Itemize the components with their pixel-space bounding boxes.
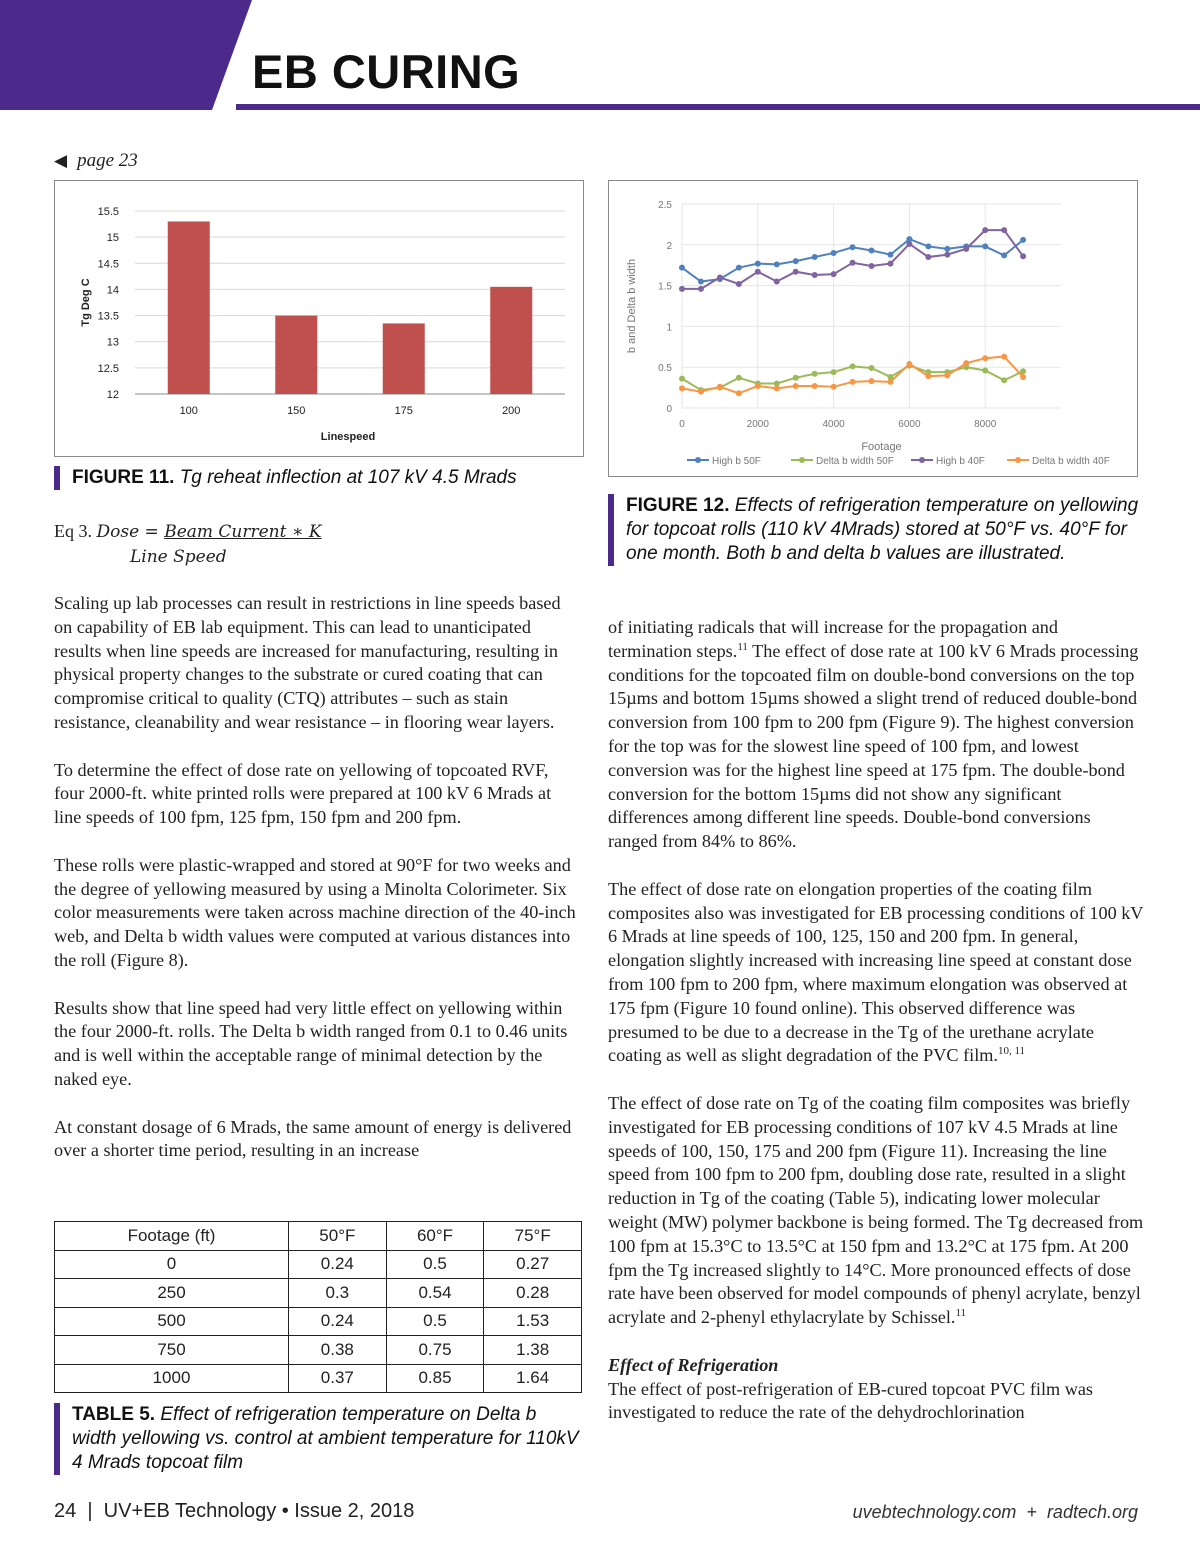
data-point bbox=[679, 286, 685, 292]
data-point bbox=[679, 265, 685, 271]
header-purple-block bbox=[0, 0, 252, 110]
data-point bbox=[793, 258, 799, 264]
figure12-caption-num: FIGURE 12. bbox=[626, 495, 730, 516]
data-point bbox=[698, 286, 704, 292]
right-column-text bbox=[608, 616, 1144, 1425]
y-tick-label: 14 bbox=[106, 284, 119, 297]
data-point bbox=[774, 261, 780, 267]
y-tick-label: 15.5 bbox=[97, 206, 119, 218]
y-tick-label: 13 bbox=[106, 336, 119, 349]
left-paragraph: These rolls were plastic-wrapped and stored at 90°F for two weeks and the degree of yellowing measured by using a Minolta Colorimeter. Six color measurements were taken across machine direction of the 40-inch web, and Delta b width values were computed at various distances into the roll (Figure 8). bbox=[54, 854, 576, 970]
data-point bbox=[1020, 237, 1026, 243]
page-ref-label: page 23 bbox=[77, 150, 138, 171]
footer-links[interactable]: uvebtechnology.com + radtech.org bbox=[852, 1502, 1138, 1522]
figure11-frame bbox=[54, 180, 584, 457]
figure11-chart bbox=[55, 181, 583, 456]
data-point bbox=[793, 269, 799, 275]
table-cell: 0.3 bbox=[289, 1279, 387, 1308]
data-point bbox=[755, 383, 761, 389]
y-tick-label: 0.5 bbox=[658, 363, 672, 375]
table-header-cell: 60°F bbox=[386, 1222, 484, 1251]
y-tick-label: 14.5 bbox=[97, 258, 119, 271]
table-row bbox=[55, 1307, 582, 1336]
table-header-cell: Footage (ft) bbox=[55, 1222, 289, 1251]
table-cell: 0.24 bbox=[289, 1250, 387, 1279]
data-point bbox=[812, 383, 818, 389]
left-paragraph: Results show that line speed had very little effect on yellowing within the four 2000-ft. rolls. The Delta b width ranged from 0.1 to 0.46 units and is well within the acceptable range of minimal detection by the naked eye. bbox=[54, 997, 568, 1089]
table-row bbox=[55, 1336, 582, 1365]
equation-lhs: Dose = bbox=[96, 522, 165, 542]
data-point bbox=[717, 384, 723, 390]
left-paragraph: At constant dosage of 6 Mrads, the same amount of energy is delivered over a shorter time period, resulting in an increase bbox=[54, 1116, 572, 1161]
data-point bbox=[793, 383, 799, 389]
table-row bbox=[55, 1279, 582, 1308]
data-point bbox=[1001, 377, 1007, 383]
data-point bbox=[850, 244, 856, 250]
data-point bbox=[925, 243, 931, 249]
legend-entry: Delta b width 40F bbox=[1032, 456, 1110, 467]
data-point bbox=[679, 376, 685, 382]
x-tick-label: 8000 bbox=[974, 419, 997, 430]
series-line bbox=[682, 230, 1023, 289]
figure11-caption-num: FIGURE 11. bbox=[72, 467, 175, 488]
y-tick-label: 12 bbox=[106, 389, 119, 401]
x-tick-label: 175 bbox=[394, 405, 413, 417]
right-text-span: The effect of dose rate at 100 kV 6 Mrads processing conditions for the topcoated film on double-bond conversions on the top 15µms and bottom 15µms showed a slight trend of reduced double-bond conversion from 100 fpm to 200 fpm (Figure 9). The highest conversion for the top was for the slowest line speed of 100 fpm, and lowest conversion was for the highest line speed at 175 fpm. The double-bond conversion for the bottom 15µms did not show any significant differences among different line speeds. Double-bond conversions ranged from 84% to 86%. bbox=[608, 640, 1139, 852]
y-tick-label: 1 bbox=[666, 322, 672, 334]
x-tick-label: 6000 bbox=[898, 419, 921, 430]
right-text-span: of initiating radicals that will increase for the propagation and termination steps. bbox=[608, 617, 1058, 661]
table-cell: 0.27 bbox=[484, 1250, 582, 1279]
table-cell: 0.75 bbox=[386, 1336, 484, 1365]
data-point bbox=[1020, 374, 1026, 380]
bar bbox=[168, 221, 210, 394]
data-point bbox=[869, 378, 875, 384]
equation-denominator: Line Speed bbox=[130, 547, 227, 567]
y-tick-label: 13.5 bbox=[97, 310, 119, 323]
table-row bbox=[55, 1250, 582, 1279]
data-point bbox=[1001, 354, 1007, 360]
left-paragraph: Scaling up lab processes can result in restrictions in line speeds based on capability of EB lab equipment. This can lead to unanticipated results when line speeds are increased for manufacturing, resulting in physical property changes to the substrate or cured coating that can compromise critical to quality (CTQ) attributes – such as stain resistance, cleanability and wear resistance – in flooring wear layers. bbox=[54, 593, 561, 732]
data-point bbox=[1001, 252, 1007, 258]
right-paragraph bbox=[608, 616, 1144, 854]
x-tick-label: 200 bbox=[502, 405, 521, 417]
table-cell: 1.38 bbox=[484, 1336, 582, 1365]
legend-marker bbox=[1015, 457, 1021, 463]
data-point bbox=[717, 274, 723, 280]
table-cell: 1.64 bbox=[484, 1364, 582, 1393]
data-point bbox=[736, 375, 742, 381]
data-point bbox=[869, 248, 875, 254]
data-point bbox=[1001, 227, 1007, 233]
y-tick-label: 1.5 bbox=[658, 281, 672, 293]
equation-numerator: Beam Current ∗ K bbox=[164, 522, 322, 542]
x-tick-label: 100 bbox=[179, 405, 198, 417]
data-point bbox=[793, 375, 799, 381]
data-point bbox=[698, 279, 704, 285]
data-point bbox=[774, 279, 780, 285]
data-point bbox=[944, 246, 950, 252]
data-point bbox=[925, 254, 931, 260]
table-cell: 0.5 bbox=[386, 1250, 484, 1279]
data-point bbox=[850, 379, 856, 385]
legend-entry: High b 50F bbox=[712, 456, 761, 467]
data-point bbox=[812, 254, 818, 260]
data-point bbox=[736, 281, 742, 287]
data-point bbox=[755, 269, 761, 275]
data-point bbox=[982, 243, 988, 249]
table-header-cell: 75°F bbox=[484, 1222, 582, 1251]
bar bbox=[490, 287, 532, 394]
y-tick-label: 15 bbox=[106, 232, 119, 245]
legend-marker bbox=[695, 457, 701, 463]
right-paragraph bbox=[608, 878, 1144, 1068]
table-cell: 0.5 bbox=[386, 1307, 484, 1336]
data-point bbox=[906, 241, 912, 247]
data-point bbox=[906, 361, 912, 367]
table5-caption-text: Effect of refrigeration temperature on Delta b width yellowing vs. control at ambient temperature for 110kV 4 Mrads topcoat film bbox=[72, 1404, 579, 1473]
right-text-span: The effect of dose rate on elongation properties of the coating film composites also was investigated for EB processing conditions of 100 kV 6 Mrads at line speeds of 100, 125, 150 and 200 fpm. In general, elongation slightly increased with increasing line speed at constant dose from 100 fpm to 200 fpm, where maximum elongation was observed at 175 fpm (Figure 10 found online). This observed difference was presumed to be due to a decrease in the Tg of the urethane acrylate coating as well as slight degradation of the PVC film. bbox=[608, 878, 1144, 1066]
data-point bbox=[831, 250, 837, 256]
right-paragraph: The effect of post-refrigeration of EB-cured topcoat PVC film was investigated to reduce the rate of the dehydrochlorination bbox=[608, 1378, 1094, 1423]
header-band bbox=[0, 0, 1200, 112]
left-paragraph: To determine the effect of dose rate on yellowing of topcoated RVF, four 2000-ft. white printed rolls were prepared at 100 kV 6 Mrads at line speeds of 100 fpm, 125 fpm, 150 fpm and 200 fpm. bbox=[54, 759, 552, 828]
table-cell: 0 bbox=[55, 1250, 289, 1279]
page-title: EB CURING bbox=[252, 45, 521, 98]
legend-marker bbox=[919, 457, 925, 463]
x-tick-label: 2000 bbox=[746, 419, 769, 430]
data-point bbox=[755, 261, 761, 267]
data-point bbox=[679, 385, 685, 391]
data-point bbox=[869, 365, 875, 371]
data-point bbox=[774, 385, 780, 391]
y-tick-label: 12.5 bbox=[97, 362, 119, 375]
y-tick-label: 2 bbox=[666, 240, 672, 252]
data-point bbox=[869, 263, 875, 269]
data-point bbox=[944, 372, 950, 378]
data-point bbox=[698, 389, 704, 395]
table-cell: 500 bbox=[55, 1307, 289, 1336]
data-point bbox=[982, 355, 988, 361]
data-point bbox=[887, 261, 893, 267]
figure11-caption-text: Tg reheat inflection at 107 kV 4.5 Mrads bbox=[179, 467, 517, 488]
table-cell: 0.85 bbox=[386, 1364, 484, 1393]
x-tick-label: 150 bbox=[287, 405, 306, 417]
data-point bbox=[831, 271, 837, 277]
table-cell: 0.24 bbox=[289, 1307, 387, 1336]
table-cell: 0.54 bbox=[386, 1279, 484, 1308]
back-arrow-icon: ◀ bbox=[54, 151, 68, 170]
table-cell: 1000 bbox=[55, 1364, 289, 1393]
citation-sup: 11 bbox=[737, 640, 748, 653]
y-tick-label: 0 bbox=[666, 404, 672, 415]
x-tick-label: 0 bbox=[679, 419, 685, 430]
data-point bbox=[963, 360, 969, 366]
table-header-cell: 50°F bbox=[289, 1222, 387, 1251]
legend-marker bbox=[799, 457, 805, 463]
table5-caption-num: TABLE 5. bbox=[72, 1404, 156, 1425]
right-paragraph bbox=[608, 1092, 1144, 1330]
equation-prefix: Eq 3. bbox=[54, 521, 92, 541]
citation-sup: 11 bbox=[955, 1307, 967, 1320]
data-point bbox=[1020, 253, 1026, 259]
data-point bbox=[887, 379, 893, 385]
series-line bbox=[682, 357, 1023, 394]
table-cell: 750 bbox=[55, 1336, 289, 1365]
figure11-caption bbox=[54, 466, 582, 490]
table5 bbox=[54, 1221, 582, 1393]
table-header-row bbox=[55, 1222, 582, 1251]
footer-issue: 24 | UV+EB Technology • Issue 2, 2018 bbox=[54, 1500, 415, 1522]
y-tick-label: 2.5 bbox=[658, 200, 672, 211]
table-row bbox=[55, 1364, 582, 1393]
section-heading: Effect of Refrigeration bbox=[608, 1354, 779, 1375]
data-point bbox=[831, 384, 837, 390]
data-point bbox=[925, 373, 931, 379]
data-point bbox=[831, 369, 837, 375]
data-point bbox=[850, 260, 856, 266]
data-point bbox=[736, 265, 742, 271]
data-point bbox=[887, 252, 893, 258]
y-axis-label: Tg Deg C bbox=[80, 278, 92, 327]
equation-3 bbox=[54, 519, 322, 569]
table-cell: 0.37 bbox=[289, 1364, 387, 1393]
left-column-text bbox=[54, 592, 582, 1187]
table-cell: 0.28 bbox=[484, 1279, 582, 1308]
right-text-span: The effect of dose rate on Tg of the coating film composites was briefly investigated for EB processing conditions of 107 kV 4.5 Mrads at line speeds of 100, 150, 175 and 200 fpm (Figure 11). Increasing the line speed from 100 fpm to 200 fpm, doubling dose rate, resulted in a slight reduction in Tg of the coating (Table 5), indicating lower molecular weight (MW) polymer backbone is being formed. The Tg decreased from 100 fpm at 15.3°C to 13.5°C at 150 fpm and 13.2°C at 175 fpm. At 200 fpm the Tg increased slightly to 14°C. More pronounced effects of dose rate have been observed for model compounds of phenyl acrylate, benzyl acrylate and 2-phenyl ethylacrylate by Schissel. bbox=[608, 1092, 1144, 1328]
data-point bbox=[944, 252, 950, 258]
bar bbox=[383, 323, 425, 394]
y-axis-label: b and Delta b width bbox=[626, 258, 638, 354]
x-tick-label: 4000 bbox=[822, 419, 845, 430]
figure12-caption bbox=[608, 494, 1146, 566]
page-ref[interactable] bbox=[54, 150, 138, 172]
citation-sup: 10, 11 bbox=[997, 1045, 1026, 1058]
data-point bbox=[736, 390, 742, 396]
x-axis-label: Footage bbox=[861, 441, 902, 453]
bar bbox=[275, 316, 317, 394]
header-underline bbox=[236, 104, 1200, 110]
table-cell: 250 bbox=[55, 1279, 289, 1308]
table-cell: 0.38 bbox=[289, 1336, 387, 1365]
data-point bbox=[963, 246, 969, 252]
data-point bbox=[850, 363, 856, 369]
data-point bbox=[812, 272, 818, 278]
table5-caption bbox=[54, 1403, 582, 1475]
legend-entry: High b 40F bbox=[936, 456, 985, 467]
figure12-caption-text: Effects of refrigeration temperature on yellowing for topcoat rolls (110 kV 4Mrads) stored at 50°F vs. 40°F for one month. Both b and delta b values are illustrated. bbox=[626, 495, 1139, 564]
legend-entry: Delta b width 50F bbox=[816, 456, 894, 467]
x-axis-label: Linespeed bbox=[320, 431, 376, 443]
data-point bbox=[982, 367, 988, 373]
data-point bbox=[982, 227, 988, 233]
table-cell: 1.53 bbox=[484, 1307, 582, 1336]
figure12-chart bbox=[609, 181, 1137, 476]
data-point bbox=[812, 371, 818, 377]
figure12-frame bbox=[608, 180, 1138, 477]
